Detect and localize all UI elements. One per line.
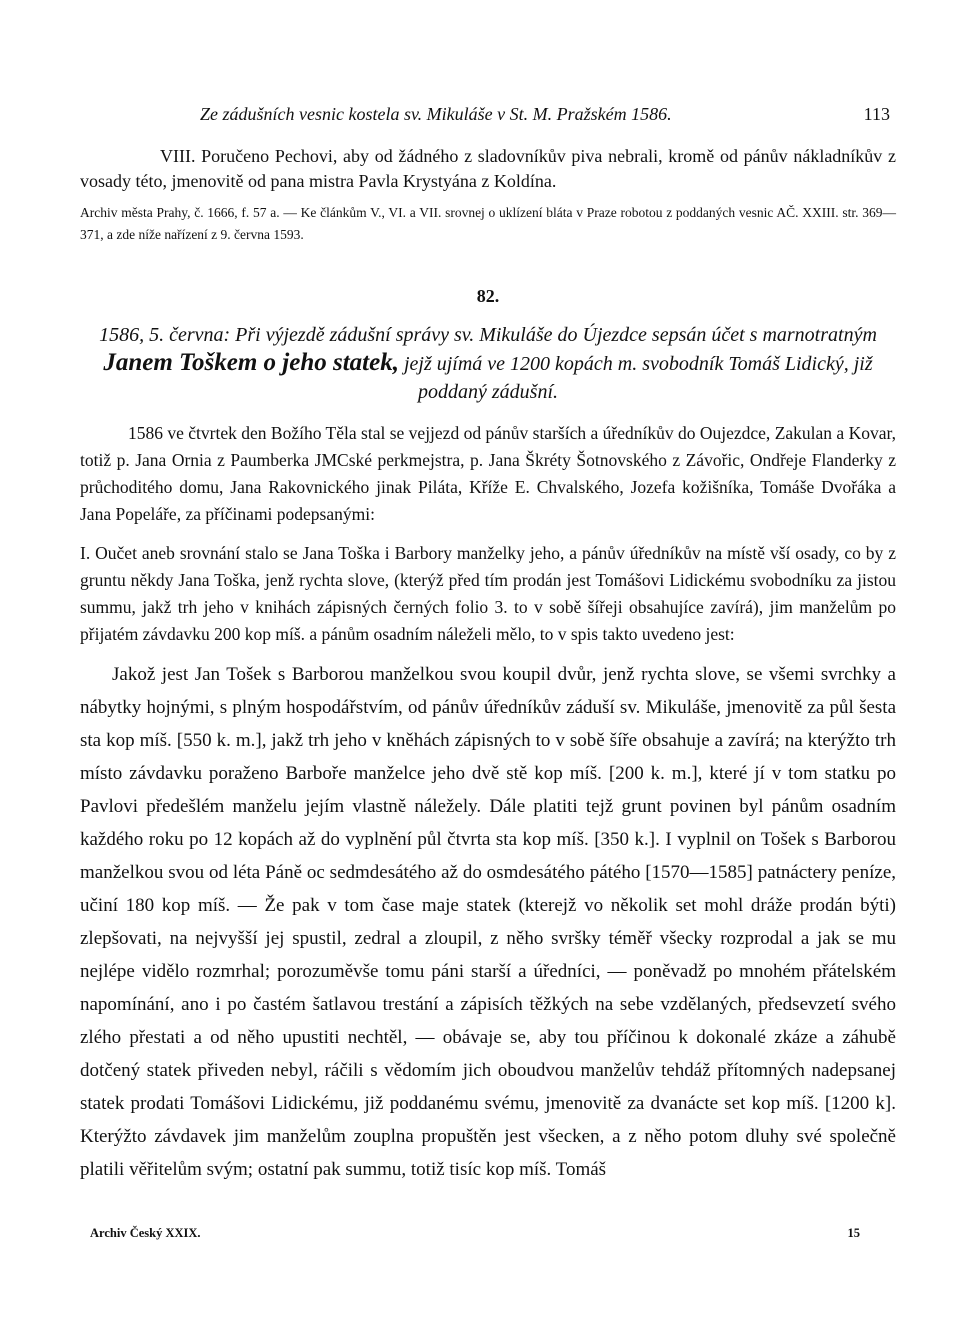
heading-emphasis: Janem Toškem o jeho statek,	[103, 349, 399, 376]
heading-part-2: jejž ujímá ve 1200 kopách m. svobodník Tomáš Lidický, již poddaný zádušní.	[403, 353, 873, 403]
footer-signature-left: Archiv Český XXIX.	[90, 1226, 201, 1240]
page	[80, 100, 896, 1186]
quoted-record: Jakož jest Jan Tošek s Barborou manželkou svou koupil dvůr, jenž rychta slove, se všemi svrchky a nábytky hojnými, s plným hospodářstvím, od pánův úředníkův záduší sv. Mikuláše, jmenovitě za půl šesta sta kop míš. [550 k. m.], jakž trh jeho v kněhách zápisných to v sobě šíře obsahuje a zavírá; na kterýžto trh místo závdavku poraženo Barboře manželce jeho dvě stě kop míš. [200 k. m.], které jí v tom statku po Pavlovi předešlém manželu jejím vlastně náležely. Dále platiti tejž grunt povinen byl pánům osadním každého roku po 12 kopách až do vyplnění půl čtvrta sta kop míš. [350 k.]. I vyplnil on Tošek s Barborou manželkou svou od léta Páně oc sedmdesátého až do osmdesátého pátého [1570—1585] patnáctery peníze, učiní 180 kop míš. — Že pak v tom čase maje statek (kterejž vo několik set mohl dráže prodán býti) zlepšovati, na nejvyšší jej spustil, zedral a zloupil, z něho svršky téměř všecky rozprodal a jak se mu nejlépe vidělo rozmrhal; porozuměvše tomu páni starší a úředníci, — poněvadž po mnohém přátelském napomínání, ano i po častém šatlavou trestání a zápisích těžkých na sebe vzdělaných, předsevzetí svého zlého přestati a od něho upustiti nechtěl, — obávaje se, aby tou příčinou k dokonalé zkáze a záhubě dotčený statek přiveden nebyl, ráčili s vědomím jich oboudvou manželův tehdáž přítomných nadepsanej statek prodati Tomášovi Lidickému, již poddanému svému, jmenovitě za dvanácte set kop míš. [1200 k]. Kterýžto závdavek jim manželům zouplna propuštěn jest všecken, a z něho potom dluhy své společně platili věřitelům svým; ostatní pak summu, totiž tisíc kop míš. Tomáš	[80, 664, 896, 1180]
document-heading	[80, 321, 896, 406]
page-body	[80, 144, 896, 1186]
page-number: 113	[863, 104, 890, 124]
point-i-paragraph: I. Oučet aneb srovnání stalo se Jana Toška i Barbory manželky jeho, a pánův úředníkův na místě vší osady, co by z gruntu někdy Jana Toška, jenž rychta slove, (kterýž před tím prodán jest Tomášovi Lidickému svobodníku za jistou summu, jakž trh jeho v knihách zápisných černých folio 3. to v sobě šířeji obsahujíce zavírá), jim manželům po přijatém závdavku 200 kop míš. a pánům osadním náleželi mělo, to v spis takto uvedeno jest:	[80, 543, 896, 644]
running-title: Ze zádušních vesnic kostela sv. Mikuláše v St. M. Pražském 1586.	[200, 104, 672, 124]
section-viii-text: VIII. Poručeno Pechovi, aby od žádného z sladovníkův piva nebrali, kromě od pánův nákladníkův z vosady této, jmenovitě od pana mistra Pavla Krystyána z Koldína.	[80, 146, 896, 191]
heading-part-1: 1586, 5. června: Při výjezdě zádušní správy sv. Mikuláše do Újezdce sepsán účet s marnotratným	[99, 324, 877, 346]
intro-paragraph: 1586 ve čtvrtek den Božího Těla stal se vejjezd od pánův starších a úředníkův do Oujezdce, Zakulan a Kovar, totiž p. Jana Ornia z Paumberka JMCské perkmejstra, p. Jana Škréty Šotnovského z Závořic, Ondřeje Flanderky z průchoditého domu, Jana Rakovnického jinak Piláta, Kříže E. Chvalského, Jozefa kožišníka, Tomáše Dvořáka a Jana Popeláře, za příčinami podepsanými:	[80, 423, 896, 524]
document-number: 82.	[476, 286, 500, 306]
section-viii-note: Archiv města Prahy, č. 1666, f. 57 a. — Ke článkům V., VI. a VII. srovnej o uklízení bláta v Praze robotou z poddaných vesnic AČ. XXIII. str. 369—371, a zde níže nařízení z 9. června 1593.	[80, 205, 896, 242]
running-head	[80, 100, 896, 130]
page-footer	[90, 1226, 870, 1250]
footer-signature-right: 15	[847, 1226, 860, 1240]
